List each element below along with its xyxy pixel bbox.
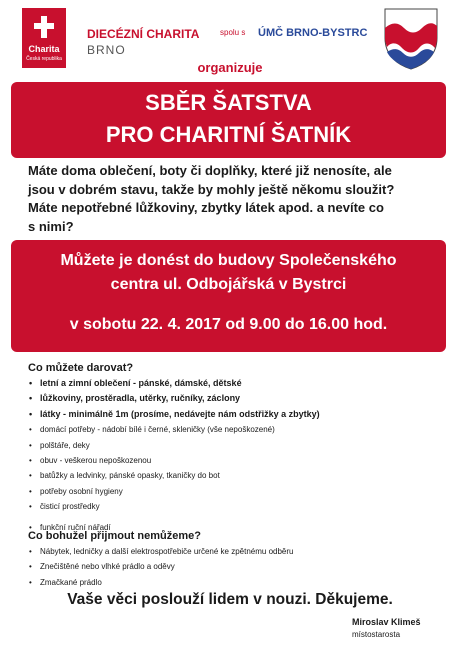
title-line-2: PRO CHARITNÍ ŠATNÍK	[105, 122, 352, 147]
title-banner	[11, 82, 446, 158]
reject-heading: Co bohužel přijmout nemůžeme?	[28, 530, 201, 542]
intro-paragraph-1	[28, 161, 394, 199]
list-item: • Zmačkané prádlo	[28, 575, 293, 590]
info-line-1: Můžete je donést do budovy Společenského	[60, 252, 397, 269]
info-date: v sobotu 22. 4. 2017 od 9.00 do 16.00 hod.	[69, 316, 388, 333]
logo-subtitle: Česká republika	[26, 56, 62, 62]
list-item: • potřeby osobní hygieny	[28, 484, 320, 499]
list-item: • lůžkoviny, prostěradla, utěrky, ručníky, záclony	[28, 391, 320, 406]
charita-logo	[22, 8, 66, 68]
title-line-1: SBĚR ŠATSTVA	[145, 90, 312, 115]
signature-name: Miroslav Klimeš	[352, 617, 421, 627]
organizuje-label: organizuje	[197, 60, 263, 75]
list-item: • polštáře, deky	[28, 438, 320, 453]
donate-heading: Co můžete darovat?	[28, 362, 134, 374]
intro-p2-line1: Máte nepotřebné lůžkoviny, zbytky látek apod. a nevíte co	[28, 200, 384, 215]
list-item: • obuv - veškerou nepoškozenou	[28, 453, 320, 468]
cross-icon	[34, 16, 54, 38]
intro-p2-line2: s nimi?	[28, 219, 74, 234]
list-item: • domácí potřeby - nádobí bílé i černé, skleničky (vše nepoškozené)	[28, 422, 320, 437]
list-item: • látky - minimálně 1m (prosíme, nedávejte nám odstřižky a zbytky)	[28, 407, 320, 422]
info-banner	[11, 240, 446, 352]
partner-name: ÚMČ BRNO-BYSTRC	[258, 27, 368, 39]
org-name: DIECÉZNÍ CHARITA	[87, 27, 200, 41]
signature-role: místostarosta	[352, 630, 401, 639]
list-item: • Znečištěné nebo vlhké prádlo a oděvy	[28, 559, 293, 574]
intro-paragraph-2	[28, 198, 384, 236]
reject-list	[28, 544, 293, 590]
list-item: • čisticí prostředky	[28, 499, 320, 514]
list-item: • batůžky a ledvinky, pánské opasky, tkaničky do bot	[28, 468, 320, 483]
info-line-2: centra ul. Odbojářská v Bystrci	[110, 276, 347, 293]
list-item: • Nábytek, ledničky a další elektrospotřebiče určené ke zpětnému odběru	[28, 544, 293, 559]
org-city: BRNO	[87, 43, 126, 57]
intro-p1-line2: jsou v dobrém stavu, takže by mohly ještě někomu sloužit?	[28, 182, 395, 197]
logo-name: Charita	[28, 44, 60, 54]
list-item: • funkční ruční nářadí	[28, 520, 320, 535]
closing-text: Vaše věci poslouží lidem v nouzi. Děkujeme.	[67, 591, 393, 608]
spolu-label: spolu s	[220, 28, 246, 37]
donate-list	[28, 376, 320, 535]
list-item: • letní a zimní oblečení - pánské, dámské, dětské	[28, 376, 320, 391]
intro-p1-line1: Máte doma oblečení, boty či doplňky, které již nenosíte, ale	[28, 163, 392, 178]
